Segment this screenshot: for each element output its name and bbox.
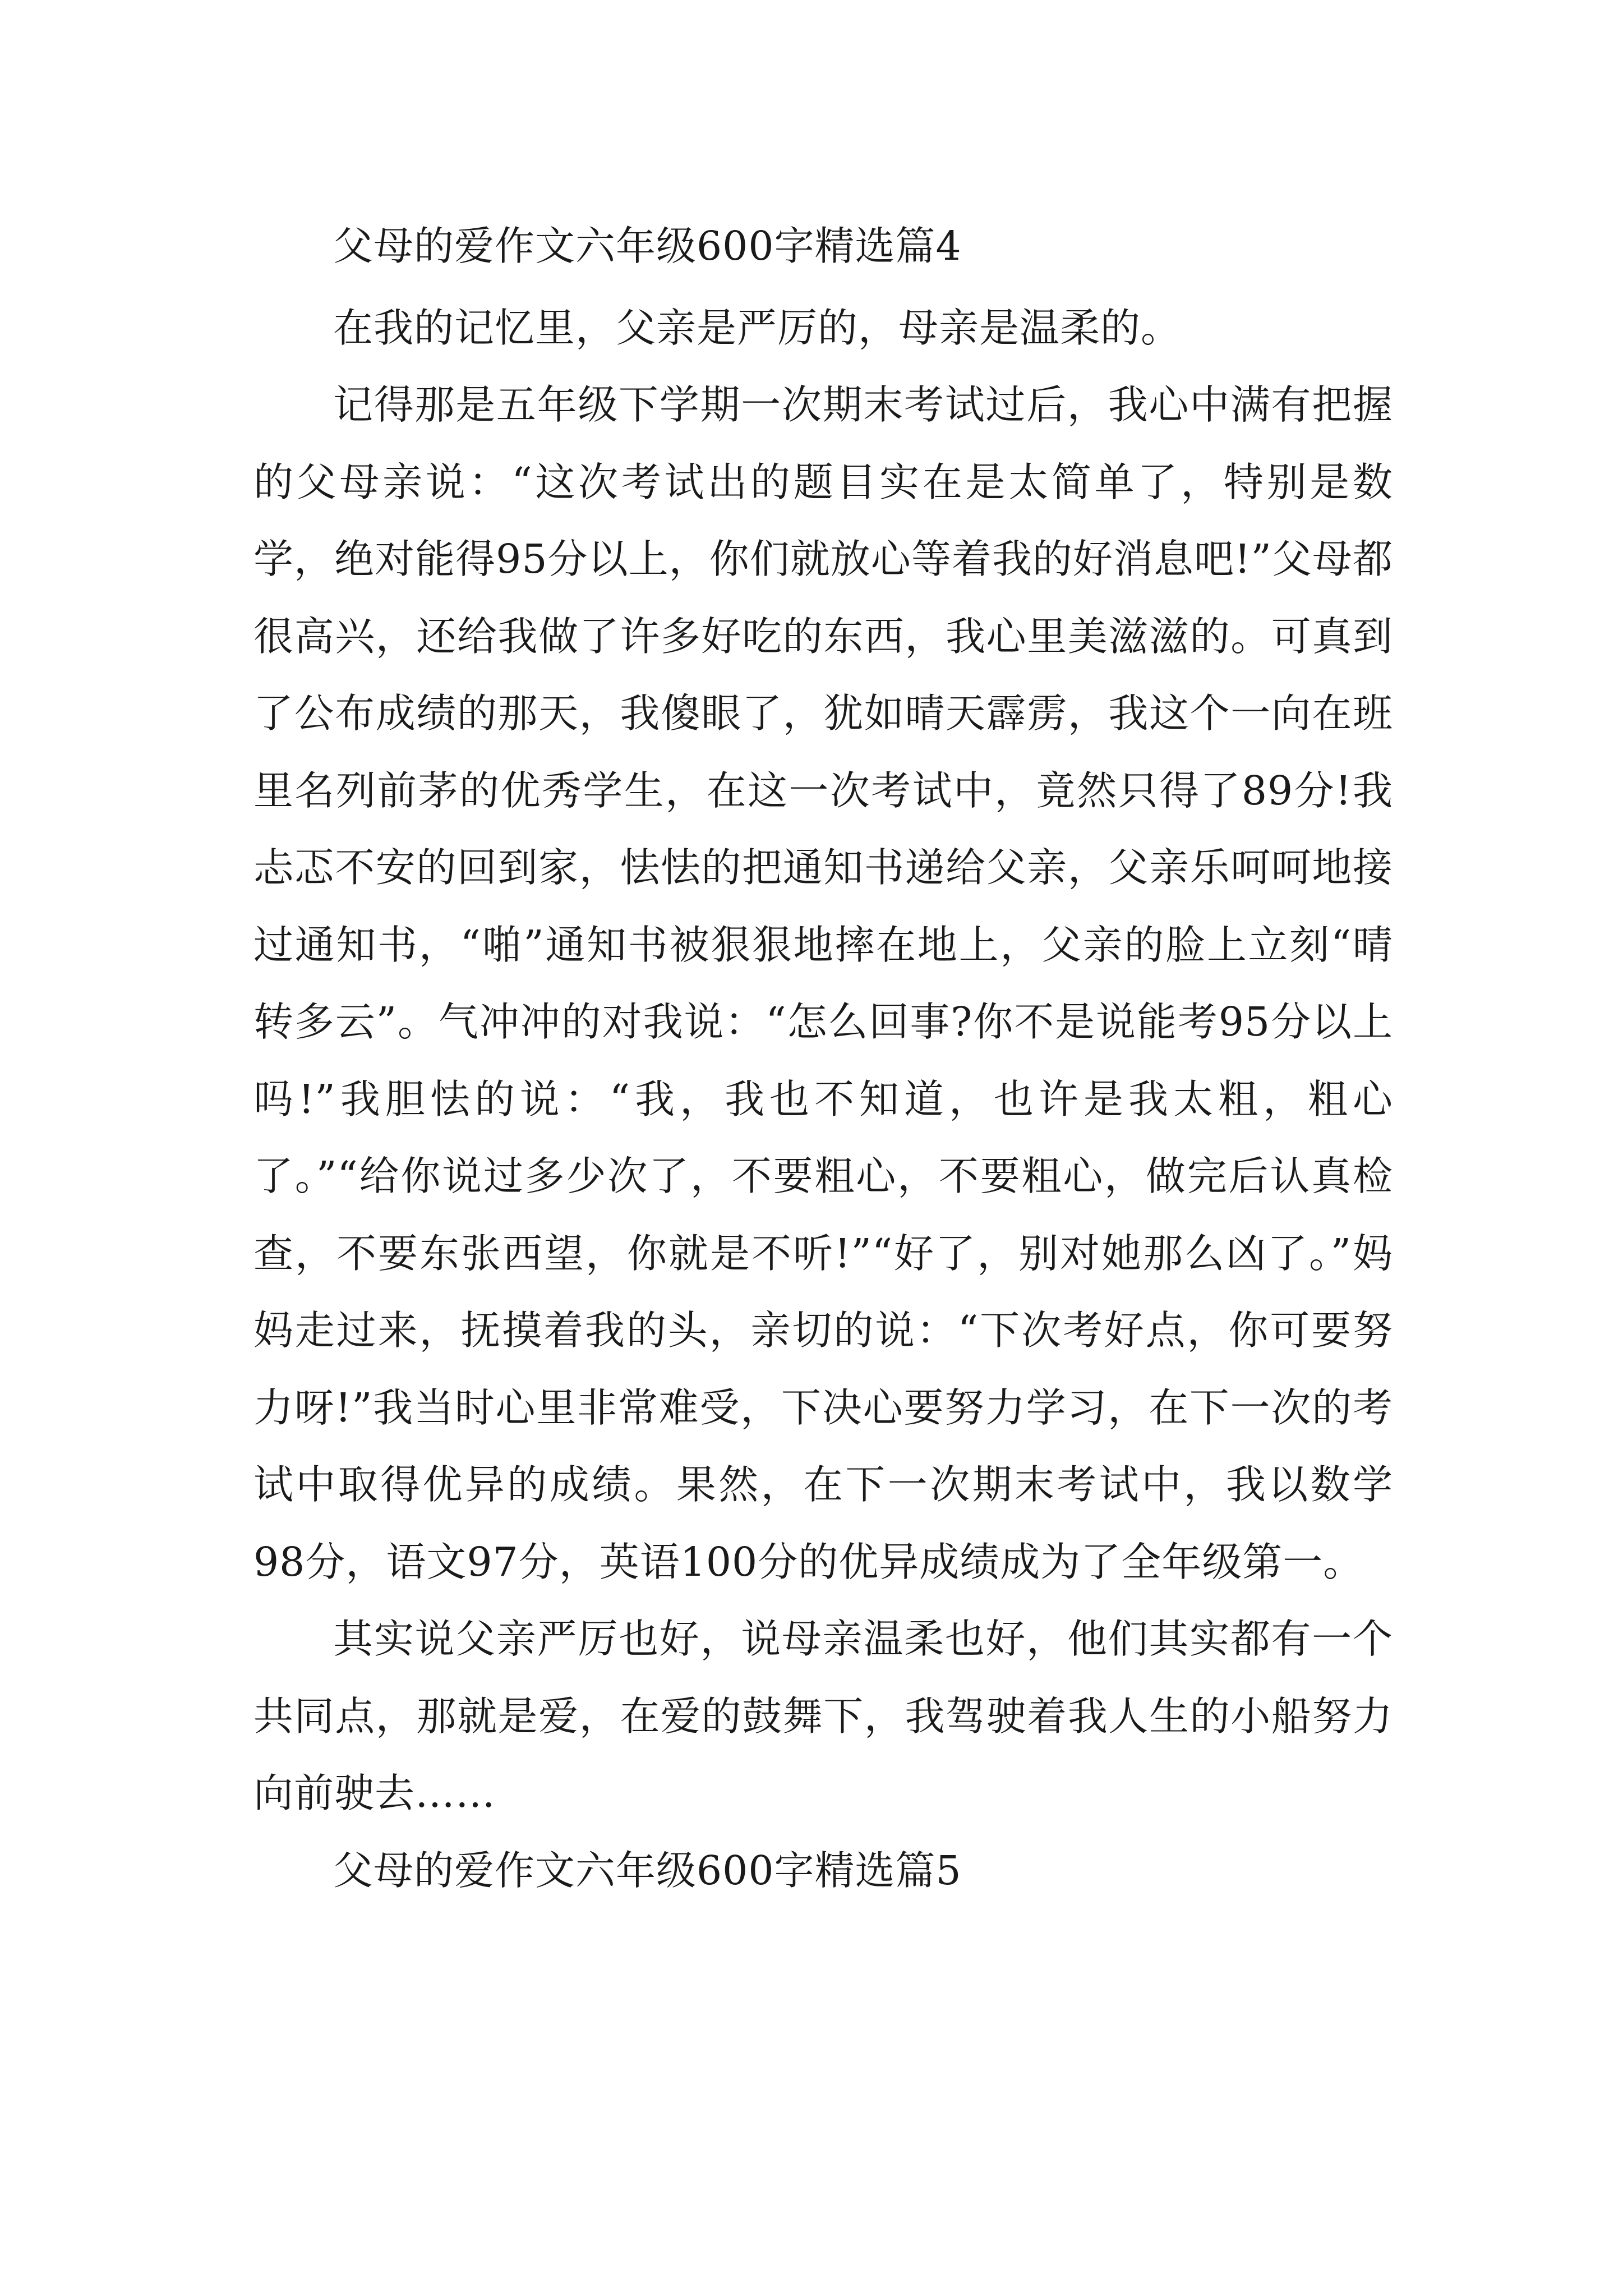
paragraph-conclusion: 其实说父亲严厉也好，说母亲温柔也好，他们其实都有一个共同点，那就是爱，在爱的鼓舞下，我驾驶着我人生的小船努力向前驶去…… (253, 1616, 1393, 1816)
paragraph-story: 记得那是五年级下学期一次期末考试过后，我心中满有把握的父母亲说：“这次考试出的题目实在是太简单了，特别是数学，绝对能得95分以上，你们就放心等着我的好消息吧!”父母都很高兴，还给我做了许多好吃的东西，我心里美滋滋的。可真到了公布成绩的那天，我傻眼了，犹如晴天霹雳，我这个一向在班里名列前茅的优秀学生，在这一次考试中，竟然只得了89分!我忐忑不安的回到家，怯怯的把通知书递给父亲，父亲乐呵呵地接过通知书，“啪”通知书被狠狠地摔在地上，父亲的脸上立刻“晴转多云”。气冲冲的对我说：“怎么回事?你不是说能考95分以上吗!”我胆怯的说：“我，我也不知道，也许是我太粗，粗心了。”“给你说过多少次了，不要粗心，不要粗心，做完后认真检查，不要东张西望，你就是不听!”“好了，别对她那么凶了。”妈妈走过来，抚摸着我的头，亲切的说：“下次考好点，你可要努力呀!”我当时心里非常难受，下决心要努力学习，在下一次的考试中取得优异的成绩。果然，在下一次期末考试中，我以数学98分，语文97分，英语100分的优异成绩成为了全年级第一。 (253, 381, 1393, 1585)
document-body (253, 208, 1393, 1909)
section-heading-4: 父母的爱作文六年级600字精选篇4 (333, 223, 962, 269)
section-heading-5: 父母的爱作文六年级600字精选篇5 (333, 1847, 962, 1894)
paragraph-intro: 在我的记忆里，父亲是严厉的，母亲是温柔的。 (333, 304, 1182, 351)
